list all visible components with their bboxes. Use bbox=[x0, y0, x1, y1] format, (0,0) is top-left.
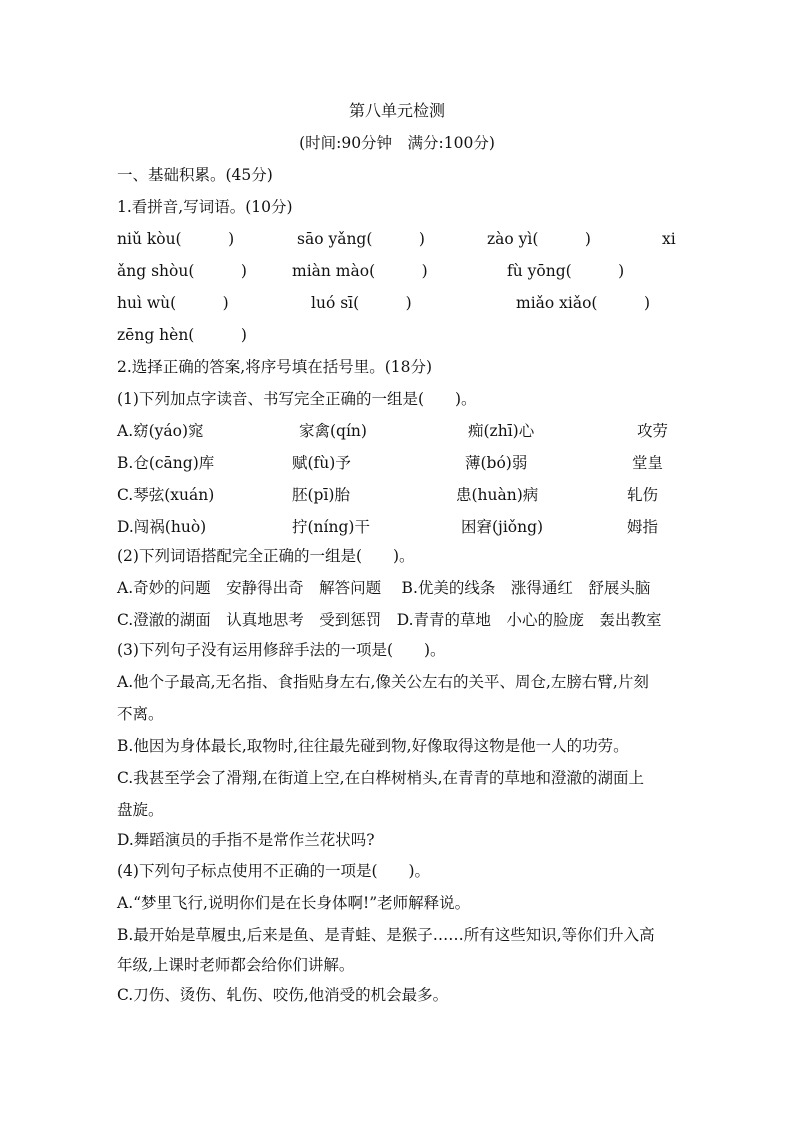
question-2-heading: 2.选择正确的答案,将序号填在括号里。(18分) bbox=[117, 358, 433, 376]
option-d-word: 拧(níng)干 bbox=[292, 518, 370, 536]
option-a-word: 攻劳 bbox=[637, 422, 669, 440]
option-line: A.“梦里飞行,说明你们是在长身体啊!”老师解释说。 bbox=[117, 894, 471, 912]
option-b-word: B.仓(cāng)库 bbox=[117, 454, 215, 472]
option-b-word: 赋(fù)予 bbox=[292, 454, 351, 472]
exam-time-score: (时间:90分钟 满分:100分) bbox=[299, 134, 495, 152]
option-line: B.他因为身体最长,取物时,往往最先碰到物,好像取得这物是他一人的功劳。 bbox=[117, 737, 629, 755]
pinyin-item[interactable]: miàn mào( ) bbox=[292, 262, 428, 280]
option-d-word: 困窘(jiǒng) bbox=[461, 518, 544, 536]
page-title: 第八单元检测 bbox=[348, 101, 445, 120]
option-line: C.澄澈的湖面 认真地思考 受到惩罚 D.青青的草地 小心的脸庞 轰出教室 bbox=[117, 611, 662, 629]
pinyin-item[interactable]: miǎo xiǎo( ) bbox=[516, 294, 651, 312]
option-c-word: 患(huàn)病 bbox=[456, 486, 539, 504]
option-a-word: 痴(zhī)心 bbox=[468, 422, 535, 440]
pinyin-item[interactable]: zào yì( ) bbox=[487, 230, 591, 248]
option-c-word: 轧伤 bbox=[627, 486, 659, 504]
option-d-word: 姆指 bbox=[627, 518, 659, 536]
pinyin-item[interactable]: luó sī( ) bbox=[311, 294, 412, 312]
option-line: D.舞蹈演员的手指不是常作兰花状吗? bbox=[117, 831, 375, 849]
option-a-word: 家禽(qín) bbox=[299, 422, 367, 440]
option-a-word: A.窈(yáo)窕 bbox=[117, 422, 204, 440]
question-stem: (1)下列加点字读音、书写完全正确的一组是( )。 bbox=[117, 390, 477, 408]
option-c-word: 胚(pī)胎 bbox=[292, 486, 350, 504]
question-stem: (4)下列句子标点使用不正确的一项是( )。 bbox=[117, 862, 431, 880]
pinyin-item[interactable]: ǎng shòu( ) bbox=[117, 262, 247, 280]
option-d-word: D.闯祸(huò) bbox=[117, 518, 207, 536]
pinyin-item[interactable]: fù yōng( ) bbox=[507, 262, 625, 280]
section-heading: 一、基础积累。(45分) bbox=[117, 166, 273, 184]
option-line: C.我甚至学会了滑翔,在街道上空,在白桦树梢头,在青青的草地和澄澈的湖面上 bbox=[117, 769, 645, 787]
option-b-word: 薄(bó)弱 bbox=[465, 454, 528, 472]
question-1-heading: 1.看拼音,写词语。(10分) bbox=[117, 198, 293, 216]
option-line: A.他个子最高,无名指、食指贴身左右,像关公左右的关平、周仓,左膀右臂,片刻 bbox=[117, 673, 649, 691]
option-c-word: C.琴弦(xuán) bbox=[117, 486, 215, 504]
pinyin-item[interactable]: xi bbox=[662, 230, 676, 248]
question-stem: (2)下列词语搭配完全正确的一组是( )。 bbox=[117, 547, 415, 565]
option-line: A.奇妙的问题 安静得出奇 解答问题 B.优美的线条 涨得通红 舒展头脑 bbox=[117, 579, 651, 597]
option-line: B.最开始是草履虫,后来是鱼、是青蛙、是猴子……所有这些知识,等你们升入高 bbox=[117, 926, 655, 944]
pinyin-item[interactable]: sāo yǎng( ) bbox=[297, 230, 425, 248]
option-line: C.刀伤、烫伤、轧伤、咬伤,他消受的机会最多。 bbox=[117, 986, 449, 1004]
question-stem: (3)下列句子没有运用修辞手法的一项是( )。 bbox=[117, 641, 446, 659]
option-line: 盘旋。 bbox=[117, 801, 164, 819]
pinyin-item[interactable]: zēng hèn( ) bbox=[117, 326, 247, 344]
option-line: 年级,上课时老师都会给你们讲解。 bbox=[117, 956, 355, 974]
pinyin-item[interactable]: niǔ kòu( ) bbox=[117, 230, 235, 248]
option-b-word: 堂皇 bbox=[632, 454, 664, 472]
option-line: 不离。 bbox=[117, 705, 164, 723]
pinyin-item[interactable]: huì wù( ) bbox=[117, 294, 229, 312]
